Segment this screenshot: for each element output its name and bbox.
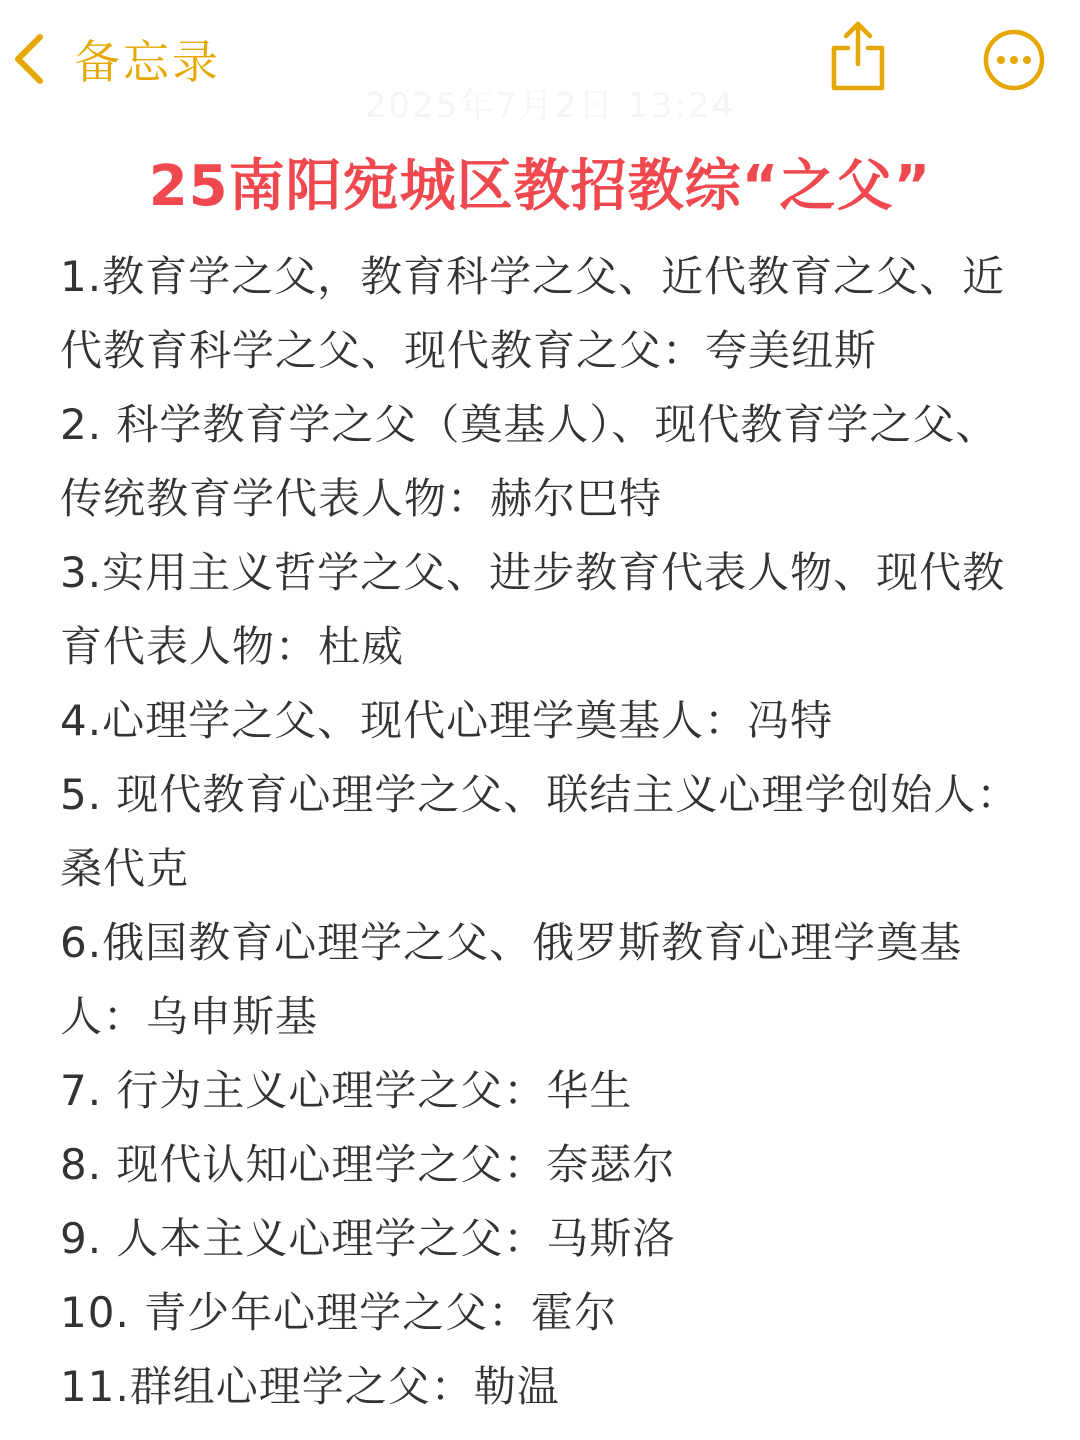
more-icon[interactable] xyxy=(982,28,1046,92)
chevron-left-icon xyxy=(10,29,50,89)
list-item: 9. 人本主义心理学之父：马斯洛 xyxy=(60,1214,676,1263)
list-item: 6.俄国教育心理学之父、俄罗斯教育心理学奠基人：乌申斯基 xyxy=(60,918,963,1041)
list-item: 7. 行为主义心理学之父：华生 xyxy=(60,1066,633,1115)
note-title: 25南阳宛城区教招教综“之父” xyxy=(148,154,932,219)
share-icon[interactable] xyxy=(826,18,890,94)
note-body[interactable] xyxy=(60,240,1040,1424)
list-item: 5. 现代教育心理学之父、联结主义心理学创始人：桑代克 xyxy=(60,770,1020,893)
list-item: 11.群组心理学之父：勒温 xyxy=(60,1362,560,1411)
note-date: 2025年7月2日 13:24 xyxy=(364,86,736,126)
list-item: 3.实用主义哲学之父、进步教育代表人物、现代教育代表人物：杜威 xyxy=(60,548,1006,671)
list-item: 10. 青少年心理学之父：霍尔 xyxy=(60,1288,618,1337)
list-item: 4.心理学之父、现代心理学奠基人：冯特 xyxy=(60,696,834,745)
list-item: 1.教育学之父，教育科学之父、近代教育之父、近代教育科学之父、现代教育之父：夸美纽斯 xyxy=(60,252,1006,375)
navigation-bar xyxy=(0,0,1080,126)
list-item: 8. 现代认知心理学之父：奈瑟尔 xyxy=(60,1140,676,1189)
back-label: 备忘录 xyxy=(74,35,221,89)
list-item: 2. 科学教育学之父（奠基人）、现代教育学之父、传统教育学代表人物：赫尔巴特 xyxy=(60,400,999,523)
back-button[interactable] xyxy=(10,24,221,94)
